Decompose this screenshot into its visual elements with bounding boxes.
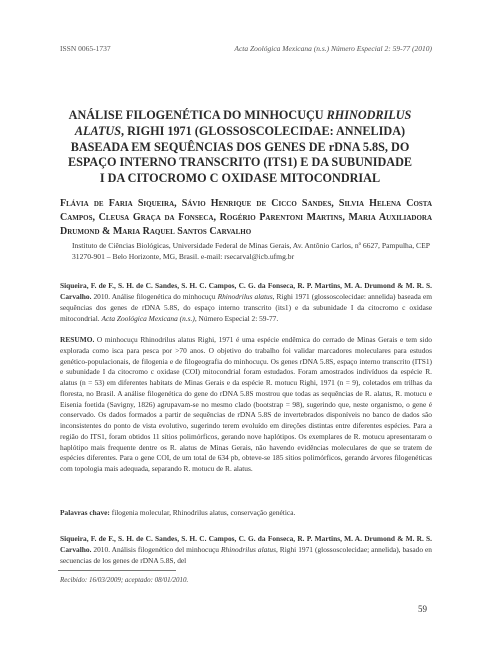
abstract-label: RESUMO. [60,335,95,344]
running-header [60,44,432,56]
title-line-3: BASEADA EM SEQUÊNCIAS DOS GENES DE rDNA 5.8S, DO [70,139,410,154]
spanish-citation: Siqueira, F. de F., S. H. de C. Sandes, S. H. C. Campos, C. G. da Fonseca, R. P. Martins, M. A. Drumond & M. R. S. Carvalho. 2010. Análisis filogenético del minhocuçu Rhinodrilus alatus, Righi 1971 (glossoscolecidae; annelida), basado en secuencias de los genes de rDNA 5.8S, del [60,534,432,565]
spanish-citation-authors: Siqueira, F. de F., S. H. de C. Sandes, S. H. C. Campos, C. G. da Fonseca, R. P. Martins, M. A. Drumond & M. R. S. Carvalho. [60,534,432,554]
footnote-rule [58,570,176,571]
title-line-5: I DA CITOCROMO C OXIDASE MITOCONDRIAL [99,171,381,186]
received-date: Recibido: 16/03/2009; aceptado: 08/01/2010. [60,576,189,584]
journal-reference: Acta Zoológica Mexicana (n.s.) Número Especial 2: 59-77 (2010) [234,44,432,53]
abstract-text: O minhocuçu Rhinodrilus alatus Righi, 1971 é uma espécie endêmica do cerrado de Minas Gerais e tem sido explorada como isca para pesca por >70 anos. O objetivo do trabalho foi validar marcadores moleculares para estudos genético-populacionais, de filogenia e de filogeografia do minhocuçu. Os genes rDNA 5.8S, espaço interno transcrito (ITS1) e subunidade I da citocromo c oxidase (COI) mitocondrial foram estudados. Foram amostrados indivíduos da espécie R. alatus (n = 53) em diferentes habitats de Minas Gerais e da espécie R. motucu Righi, 1971 (n = 9), coletados em trilhas da floresta, no Brasil. A análise filogenética do gene do rDNA 5.8S mostrou que todas as sequências de R. alatus, R. motucu e Eisenia foetida (Savigny, 1826) agrupavam-se no mesmo clado (bootstrap = 98), sugerindo que, neste organismo, o gene é conservado. Os dados formados a partir de sequências de rDNA 5.8S de invertebrados disponíveis no banco de dados são inconsistentes do ponto de vista evolutivo, sugerindo terem evoluído em direções distintas entre diferentes espécies. Para a região do ITS1, foram obtidos 11 sítios polimórficos, gerando nove haplótipos. Os exemplares de R. motucu apresentaram o haplótipo mais frequente dentre os R. alatus de Minas Gerais, não havendo evidências moleculares de que se tratem de espécies diferentes. Para o gene COI, de um total de 634 pb, obteve-se 185 sítios polimórficos, gerando árvores filogenéticas com topologia mais adequada, separando R. motucu de R. alatus. [60,335,432,473]
abstract [60,335,432,475]
title-line-1: ANÁLISE FILOGENÉTICA DO MINHOCUÇU RHINODRILUS [68,108,412,122]
title-line-4: ESPAÇO INTERNO TRANSCRITO (ITS1) E DA SUBUNIDADE [67,155,413,170]
page-number: 59 [418,604,427,614]
keywords [60,508,432,519]
keywords-text: filogenia molecular, Rhinodrilus alatus, conservação genética. [109,508,296,517]
issn: ISSN 0065-1737 [60,44,111,53]
author-list: Flávia de Faria Siqueira, Sávio Henrique de Cicco Sandes, Silvia Helena Costa Campos, Cleusa Graça da Fonseca, Rogério Parentoni Martins, Maria Auxiliadora Drumond & Maria Raquel Santos Carvalho [60,198,432,237]
citation-authors: Siqueira, F. de F., S. H. de C. Sandes, S. H. C. Campos, C. G. da Fonseca, R. P. Martins, M. A. Drumond & M. R. S. Carvalho. [60,281,432,301]
article-title [48,108,432,187]
citation: Siqueira, F. de F., S. H. de C. Sandes, S. H. C. Campos, C. G. da Fonseca, R. P. Martins, M. A. Drumond & M. R. S. Carvalho. 2010. Análise filogenética do minhocuçu Rhinodrilus alatus, Righi 1971 (glossoscolecidae: annelida) baseada em sequências dos genes de rDNA 5.8S, do espaço interno transcrito (its1) e da subunidade I da citocromo c oxidase mitocondrial. Acta Zoológica Mexicana (n.s.), Número Especial 2: 59-77. [60,281,432,323]
keywords-label: Palavras chave: [60,508,110,517]
title-line-2: ALATUS, RIGHI 1971 (GLOSSOSCOLECIDAE: ANNELIDA) [74,123,406,138]
affiliation: Instituto de Ciências Biológicas, Universidade Federal de Minas Gerais, Av. Antônio Carlos, nº 6627, Pampulha, CEP 31270-901 – Belo Horizonte, MG, Brasil. e-mail: rsecarval@icb.ufmg.br [72,241,430,261]
